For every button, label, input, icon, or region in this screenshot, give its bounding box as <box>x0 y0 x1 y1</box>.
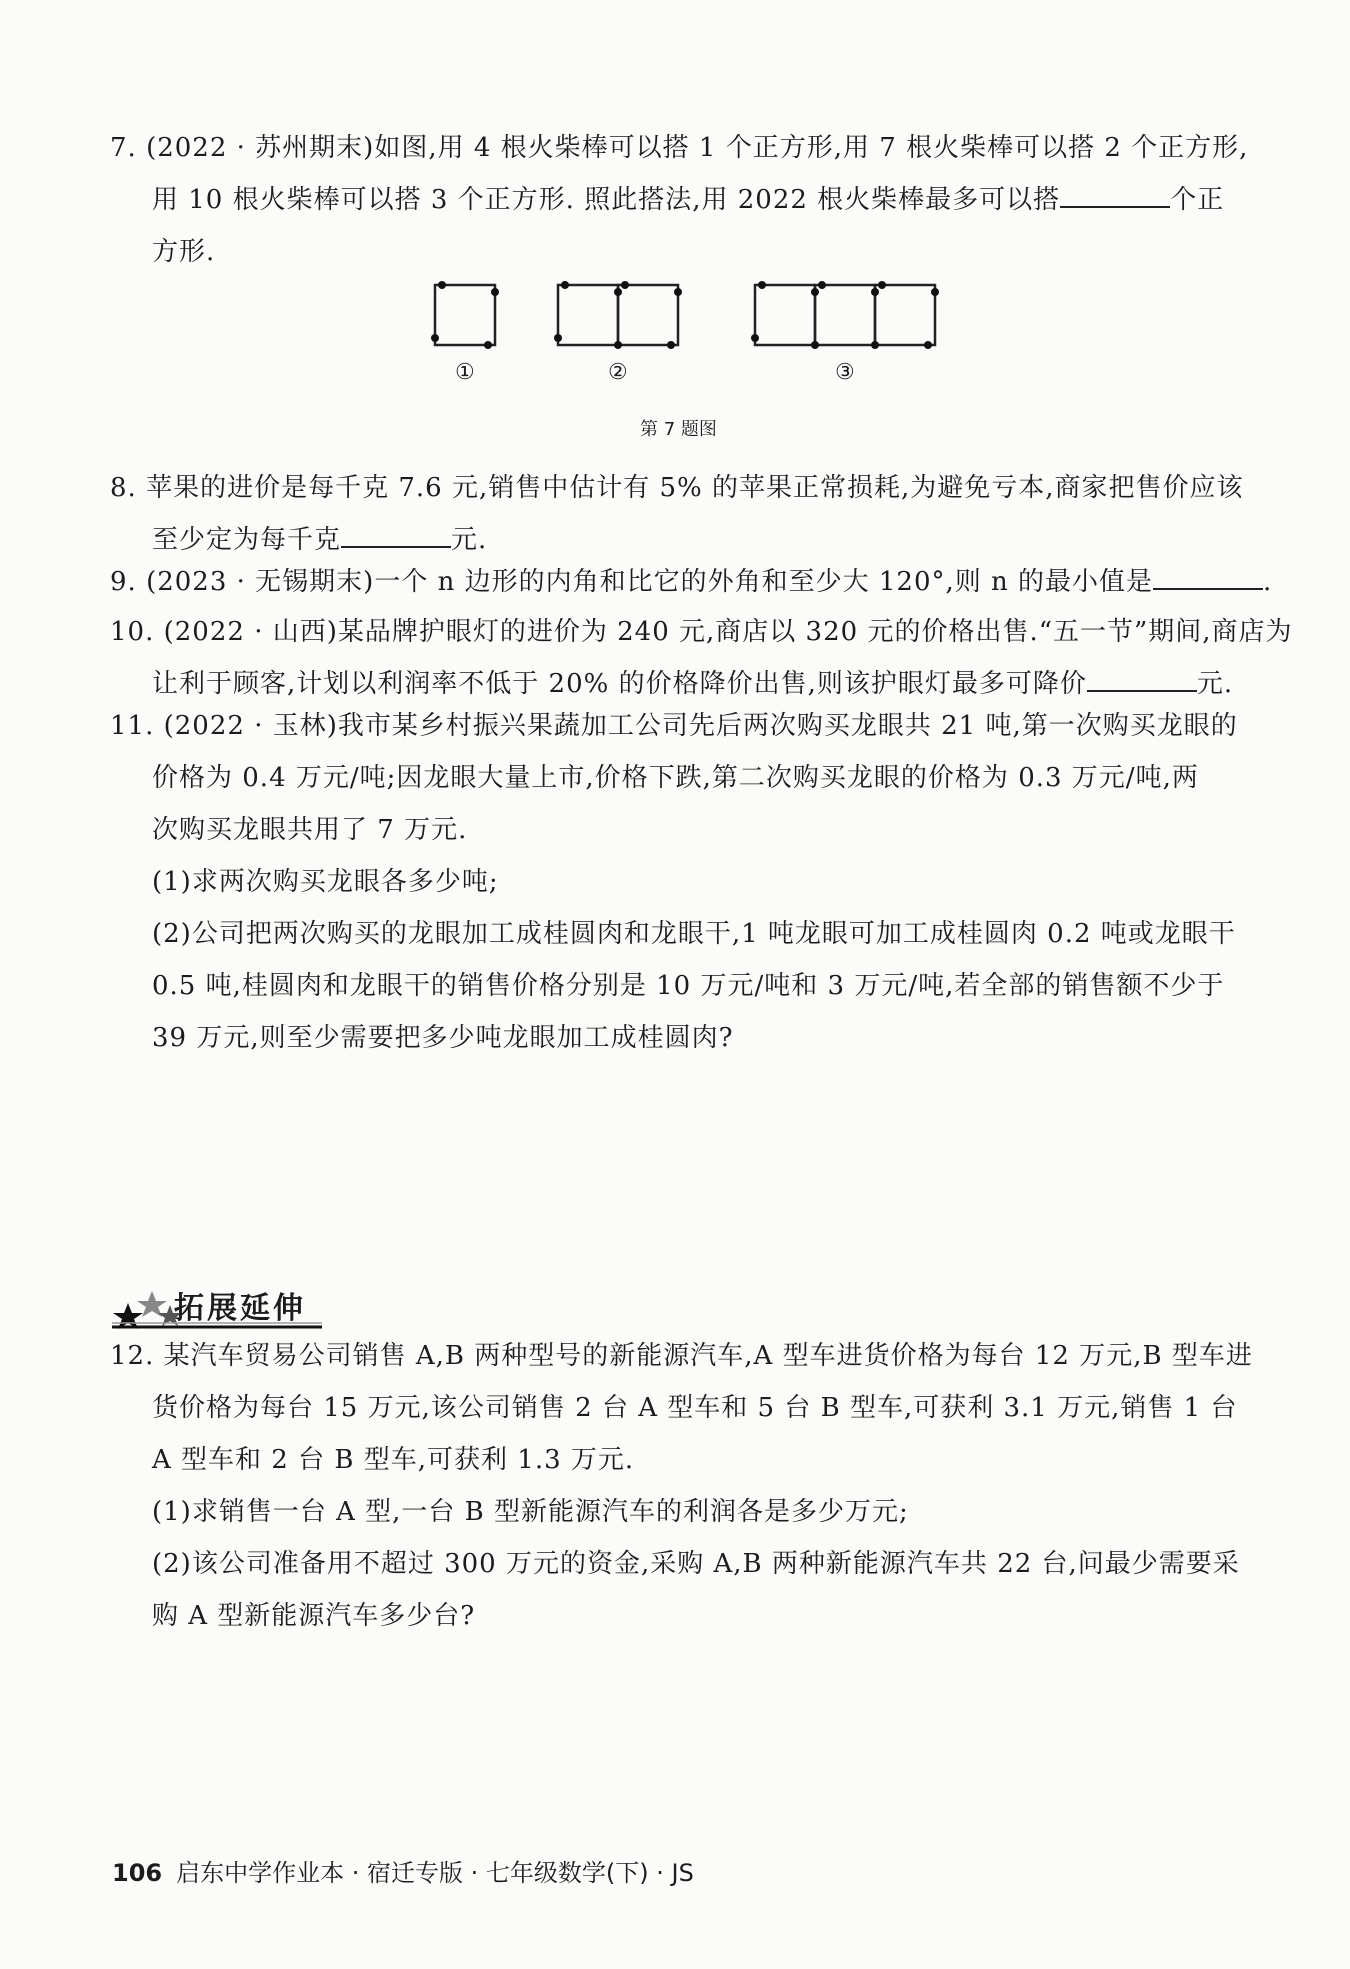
matchstick-squares-diagram <box>420 270 960 400</box>
q7-line-2-text: 用 10 根火柴棒可以搭 3 个正方形. 照此搭法,用 2022 根火柴棒最多可以搭 <box>152 185 1061 215</box>
q8-line-2-text: 至少定为每千克 <box>152 525 342 555</box>
q11-line-1: 11. (2022 · 玉林)我市某乡村振兴果蔬加工公司先后两次购买龙眼共 21 吨,第一次购买龙眼的 <box>110 711 1238 741</box>
q12-line-1: 12. 某汽车贸易公司销售 A,B 两种型号的新能源汽车,A 型车进货价格为每台 12 万元,B 型车进 <box>110 1341 1253 1371</box>
q7-answer-blank[interactable] <box>1060 176 1170 208</box>
question-7 <box>110 122 1270 278</box>
q11-line-3: 次购买龙眼共用了 7 万元. <box>152 815 468 845</box>
q10-line-2-tail: 元. <box>1196 669 1234 699</box>
square-3b <box>815 285 875 345</box>
q8-line-1: 8. 苹果的进价是每千克 7.6 元,销售中估计有 5% 的苹果正常损耗,为避免亏本,商家把售价应该 <box>110 473 1244 503</box>
q12-part-2-line-2: 购 A 型新能源汽车多少台? <box>152 1601 476 1631</box>
q12-part-2-line-1: (2)该公司准备用不超过 300 万元的资金,采购 A,B 两种新能源汽车共 22 台,问最少需要采 <box>152 1549 1240 1579</box>
q7-line-1: 7. (2022 · 苏州期末)如图,用 4 根火柴棒可以搭 1 个正方形,用 7 根火柴棒可以搭 2 个正方形, <box>110 133 1249 163</box>
q10-answer-blank[interactable] <box>1087 660 1197 692</box>
q7-line-2-tail: 个正 <box>1170 185 1225 215</box>
figure-label-1: ① <box>455 360 475 385</box>
q10-line-1: 10. (2022 · 山西)某品牌护眼灯的进价为 240 元,商店以 320 元的价格出售.“五一节”期间,商店为 <box>110 617 1293 647</box>
q9-answer-blank[interactable] <box>1153 558 1263 590</box>
section-header <box>112 1283 322 1329</box>
figure-caption: 第 7 题图 <box>640 419 717 440</box>
q12-part-1: (1)求销售一台 A 型,一台 B 型新能源汽车的利润各是多少万元; <box>152 1497 909 1527</box>
q9-line-1 <box>110 556 1273 608</box>
q12-line-2: 货价格为每台 15 万元,该公司销售 2 台 A 型车和 5 台 B 型车,可获利 3.1 万元,销售 1 台 <box>152 1393 1238 1423</box>
question-10 <box>110 606 1293 710</box>
figure-label-3: ③ <box>835 360 855 385</box>
book-title: 启东中学作业本 · 宿迁专版 · 七年级数学(下) · JS <box>176 1859 694 1887</box>
q9-line-1-tail: . <box>1263 567 1273 597</box>
q11-part-1: (1)求两次购买龙眼各多少吨; <box>152 867 499 897</box>
page-footer <box>112 1853 694 1888</box>
q10-line-2-text: 让利于顾客,计划以利润率不低于 20% 的价格降价出售,则该护眼灯最多可降价 <box>152 669 1087 699</box>
question-11 <box>110 700 1270 1064</box>
q11-part-2-line-3: 39 万元,则至少需要把多少吨龙眼加工成桂圆肉? <box>152 1023 734 1053</box>
square-1 <box>435 285 495 345</box>
section-title: 拓展延伸 <box>174 1291 306 1326</box>
square-2a <box>558 285 618 345</box>
page-number: 106 <box>112 1859 163 1887</box>
figure-label-2: ② <box>608 360 628 385</box>
square-3a <box>755 285 815 345</box>
square-2b <box>618 285 678 345</box>
q9-line-1-text: 9. (2023 · 无锡期末)一个 n 边形的内角和比它的外角和至少大 120°,则 n 的最小值是 <box>110 567 1154 597</box>
q8-answer-blank[interactable] <box>341 516 451 548</box>
question-9 <box>110 556 1273 608</box>
q11-part-2-line-2: 0.5 吨,桂圆肉和龙眼干的销售价格分别是 10 万元/吨和 3 万元/吨,若全部的销售额不少于 <box>152 971 1225 1001</box>
q7-line-2 <box>110 174 1270 226</box>
q12-line-3: A 型车和 2 台 B 型车,可获利 1.3 万元. <box>152 1445 635 1475</box>
q7-line-3: 方形. <box>152 237 216 267</box>
q11-line-2: 价格为 0.4 万元/吨;因龙眼大量上市,价格下跌,第二次购买龙眼的价格为 0.3 万元/吨,两 <box>152 763 1199 793</box>
question-12 <box>110 1330 1270 1642</box>
q11-part-2-line-1: (2)公司把两次购买的龙眼加工成桂圆肉和龙眼干,1 吨龙眼可加工成桂圆肉 0.2 吨或龙眼干 <box>152 919 1236 949</box>
q8-line-2-tail: 元. <box>451 525 488 555</box>
square-3c <box>875 285 935 345</box>
question-8 <box>110 462 1270 566</box>
